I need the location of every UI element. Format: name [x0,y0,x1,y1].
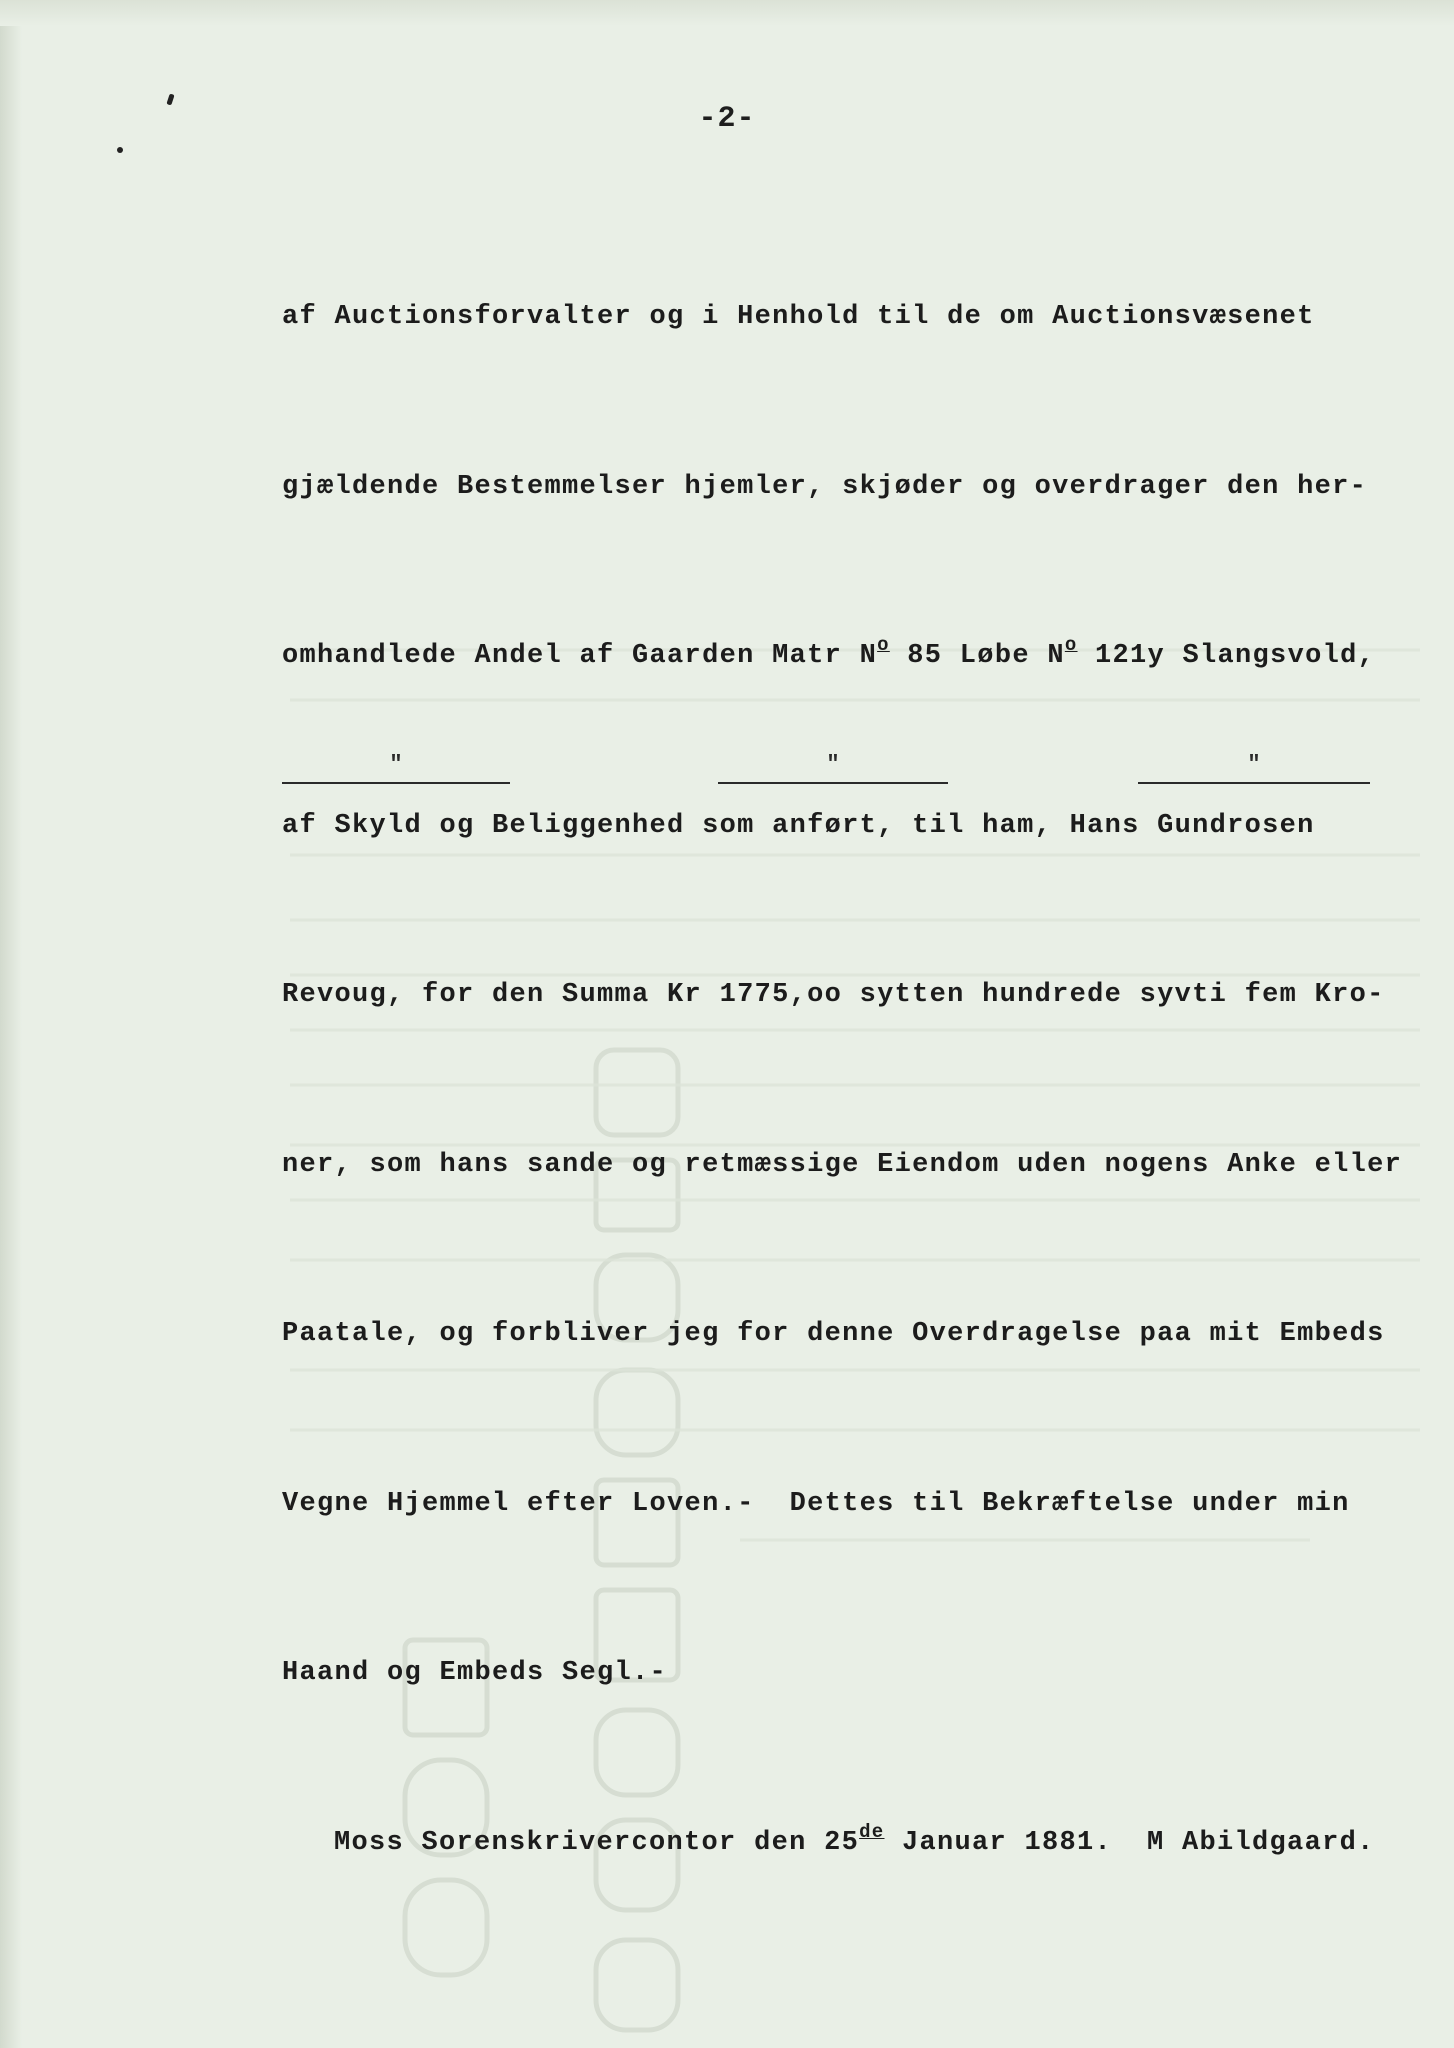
page-number: -2- [698,102,756,136]
date-superscript: de [859,1820,885,1843]
rule-line [282,782,510,784]
rule-line [1138,782,1370,784]
text-line: Vegne Hjemmel efter Loven.- Dettes til Bekræftelse under min [282,1488,1350,1519]
text-line: gjældende Bestemmelser hjemler, skjøder og overdrager den her- [282,471,1368,502]
text-segment: 85 Løbe N [889,641,1065,671]
page-left-edge [0,0,22,2048]
text-segment: omhandlede Andel af Gaarden Matr N [282,641,878,671]
text-line: af Skyld og Beliggenhed som anført, til ham, Hans Gundrosen [282,810,1315,841]
ditto-mark: " [1247,752,1261,777]
page-top-edge [0,0,1454,26]
numero-superscript: o [877,634,890,656]
ditto-rule [718,754,948,784]
signature-line [282,1815,1422,1872]
text-line: Revoug, for den Summa Kr 1775,oo sytten hundrede syvti fem Kro- [282,980,1385,1010]
ditto-rule [282,754,510,784]
text-line: Haand og Embeds Segl.- [282,1658,668,1688]
ink-speck [117,147,123,153]
deed-text [282,176,1422,1984]
text-line [282,628,1422,685]
numero-superscript: o [1064,634,1078,656]
signature-place: Moss Sorenskrivercontor den 25 [334,1827,860,1858]
rule-line [718,782,948,784]
text-segment: 121y Slangsvold, [1077,641,1376,671]
signature-date-name: Januar 1881. M Abildgaard. [884,1827,1375,1858]
ditto-rule [1138,754,1370,784]
text-line: af Auctionsforvalter og i Henhold til de om Auctionsvæsenet [282,302,1315,332]
text-line: ner, som hans sande og retmæssige Eiendom uden nogens Anke eller [282,1149,1403,1180]
ditto-mark: " [389,752,403,777]
ditto-mark: " [826,752,840,777]
text-line: Paatale, og forbliver jeg for denne Overdragelse paa mit Embeds [282,1319,1385,1349]
